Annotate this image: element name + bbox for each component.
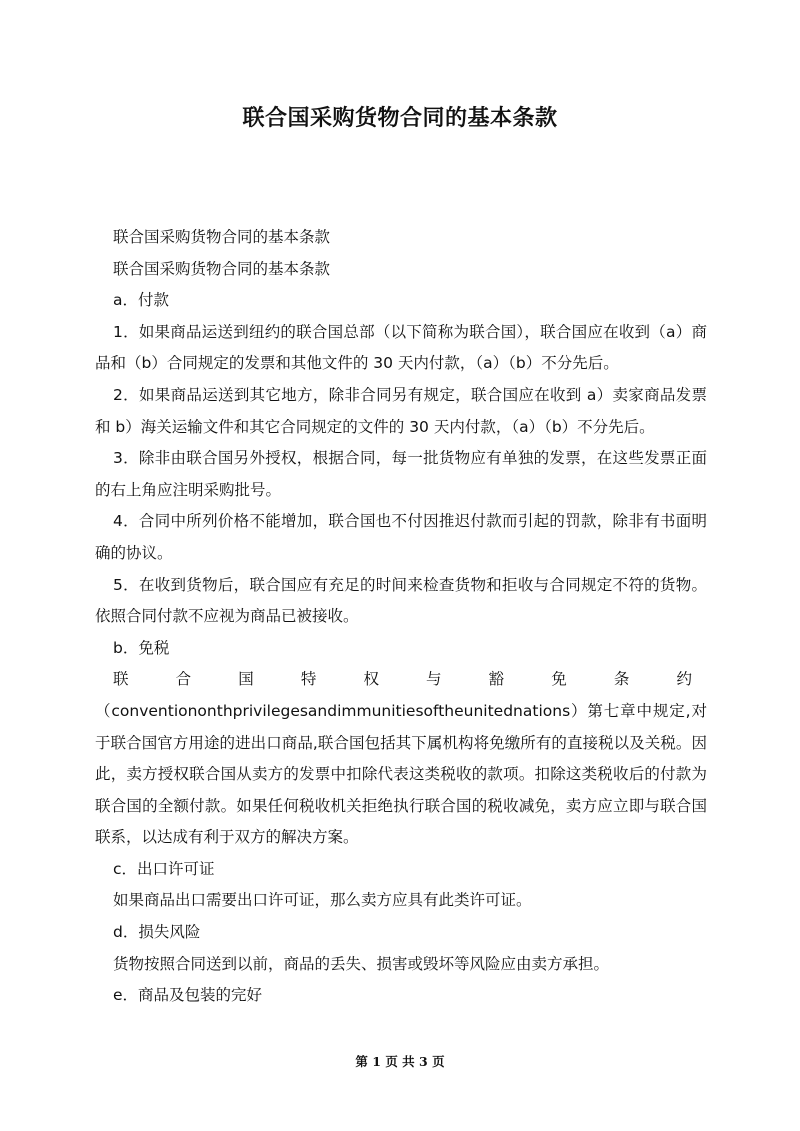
spread-char: 国 xyxy=(238,670,254,689)
section-heading-c: c．出口许可证 xyxy=(113,859,215,878)
spread-char: 免 xyxy=(551,670,567,689)
paragraph: 1．如果商品运送到纽约的联合国总部（以下简称为联合国），联合国应在收到（a）商品和（b）合同规定的发票和其他文件的 30 天内付款，（a）（b）不分先后。 xyxy=(95,322,707,373)
spread-char: 合 xyxy=(175,670,192,689)
section-heading-d: d．损失风险 xyxy=(113,923,201,942)
page-footer: 第 1 页 共 3 页 xyxy=(355,1054,445,1069)
paragraph: 4．合同中所列价格不能增加，联合国也不付因推迟付款而引起的罚款，除非有书面明确的协议。 xyxy=(95,512,707,562)
paragraph: 3．除非由联合国另外授权，根据合同，每一批货物应有单独的发票，在这些发票正面的右上角应注明采购批号。 xyxy=(95,449,707,499)
spread-title-line xyxy=(95,664,707,696)
paragraph: 如果商品出口需要出口许可证，那么卖方应具有此类许可证。 xyxy=(113,891,532,910)
section-heading-a: a．付款 xyxy=(113,291,169,310)
paragraph: 货物按照合同送到以前，商品的丢失、损害或毁坏等风险应由卖方承担。 xyxy=(113,954,610,973)
document-title: 联合国采购货物合同的基本条款 xyxy=(242,106,558,131)
spread-char: 联 xyxy=(113,670,129,689)
paragraph: 2．如果商品运送到其它地方，除非合同另有规定，联合国应在收到 a）卖家商品发票和 b）海关运输文件和其它合同规定的文件的 30 天内付款，（a）（b）不分先后。 xyxy=(95,385,707,436)
document-body xyxy=(95,222,707,1012)
section-heading-e: e．商品及包装的完好 xyxy=(113,986,263,1005)
paragraph: 5．在收到货物后，联合国应有充足的时间来检查货物和拒收与合同规定不符的货物。依照合同付款不应视为商品已被接收。 xyxy=(95,575,707,626)
spread-char: 条 xyxy=(613,670,630,689)
spread-char: 豁 xyxy=(488,670,505,689)
spread-char: 与 xyxy=(426,670,442,689)
paragraph: （conventiononthprivilegesandimmunitiesoftheunitednations）第七章中规定,对于联合国官方用途的进出口商品,联合国包括其下属机构将免缴所有的直接税以及关税。因此，卖方授权联合国从卖方的发票中扣除代表这类税收的款项。扣除这类税收后的付款为联合国的全额付款。如果任何税收机关拒绝执行联合国的税收减免，卖方应立即与联合国联系，以达成有利于双方的解决方案。 xyxy=(95,701,707,847)
spread-char: 约 xyxy=(676,670,692,689)
spread-char: 特 xyxy=(300,670,317,689)
spread-char: 权 xyxy=(363,670,379,689)
section-heading-b: b．免税 xyxy=(113,638,170,657)
paragraph: 联合国采购货物合同的基本条款 xyxy=(113,228,331,246)
paragraph: 联合国采购货物合同的基本条款 xyxy=(113,259,331,278)
